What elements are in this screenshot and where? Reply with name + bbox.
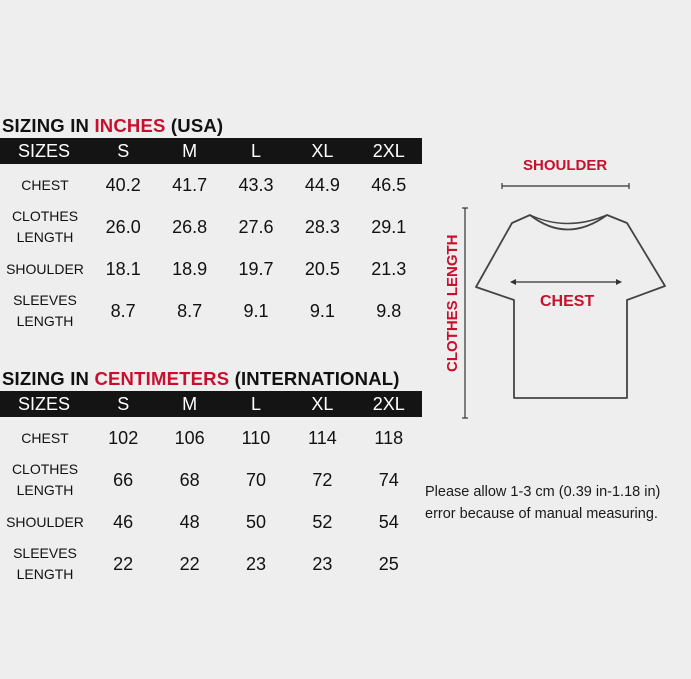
tshirt-collar-icon	[530, 215, 607, 224]
table-cell: 20.5	[304, 258, 340, 279]
centimeters-header-2xl: 2XL	[356, 391, 422, 417]
row-label-line: SLEEVES	[13, 292, 77, 308]
table-cell: 18.1	[105, 258, 141, 279]
centimeters-heading-suffix: (INTERNATIONAL)	[229, 368, 400, 389]
table-cell: 70	[245, 469, 266, 490]
centimeters-header-sizes: SIZES	[0, 391, 90, 417]
table-cell: 28.3	[304, 216, 340, 237]
table-cell: 9.1	[243, 300, 269, 321]
measuring-note-line1: Please allow 1-3 cm (0.39 in-1.18 in)	[425, 484, 661, 500]
table-cell: 50	[245, 511, 266, 532]
table-cell: 21.3	[371, 258, 407, 279]
table-cell: 106	[174, 427, 205, 448]
centimeters-heading-prefix: SIZING IN	[2, 368, 95, 389]
table-cell: 26.0	[105, 216, 141, 237]
table-cell: 23	[245, 553, 266, 574]
table-row	[0, 164, 422, 206]
inches-header-row	[0, 138, 422, 164]
table-cell: 118	[374, 427, 404, 448]
table-cell: 114	[308, 427, 337, 448]
row-label-line: CLOTHES	[11, 208, 79, 224]
table-cell: 22	[113, 553, 134, 574]
table-cell: 41.7	[172, 174, 208, 195]
table-cell: 66	[113, 469, 134, 490]
row-label-shoulder: SHOULDER	[6, 260, 84, 277]
table-cell: 43.3	[238, 174, 274, 195]
table-cell: 29.1	[371, 216, 407, 237]
row-label-line: LENGTH	[16, 482, 74, 498]
centimeters-header-xl: XL	[289, 391, 355, 417]
row-label-line: CLOTHES	[11, 461, 79, 477]
table-cell: 25	[378, 553, 399, 574]
table-cell: 19.7	[238, 258, 274, 279]
table-cell: 27.6	[238, 216, 274, 237]
table-cell: 40.2	[105, 174, 141, 195]
table-row	[0, 459, 422, 501]
table-row	[0, 290, 422, 332]
chest-arrow-left-icon	[510, 279, 516, 285]
table-cell: 72	[312, 469, 333, 490]
centimeters-heading-unit: CENTIMETERS	[94, 368, 230, 389]
row-label-sleeves-length	[0, 290, 90, 332]
centimeters-header-s: S	[90, 391, 156, 417]
table-cell: 102	[108, 427, 139, 448]
table-cell: 46	[113, 511, 134, 532]
table-row	[0, 248, 422, 290]
table-cell: 74	[378, 469, 399, 490]
inches-heading-suffix: (USA)	[165, 115, 224, 136]
table-cell: 22	[179, 553, 200, 574]
centimeters-size-table	[0, 391, 422, 585]
table-cell: 52	[312, 511, 333, 532]
inches-heading-unit: INCHES	[94, 115, 166, 136]
inches-heading	[2, 115, 223, 137]
table-cell: 48	[179, 511, 200, 532]
inches-header-xl: XL	[289, 138, 355, 164]
table-cell: 46.5	[371, 174, 407, 195]
inches-header-sizes: SIZES	[0, 138, 90, 164]
row-label-clothes-length	[0, 459, 90, 501]
table-cell: 44.9	[304, 174, 340, 195]
chest-arrow-right-icon	[616, 279, 622, 285]
chest-label: CHEST	[540, 293, 595, 310]
inches-size-table	[0, 138, 422, 332]
row-label-line: LENGTH	[16, 566, 74, 582]
table-cell: 23	[312, 553, 333, 574]
table-cell: 8.7	[177, 300, 203, 321]
measuring-note	[425, 481, 660, 525]
table-cell: 9.8	[376, 300, 402, 321]
row-label-chest: CHEST	[21, 176, 69, 193]
table-row	[0, 501, 422, 543]
table-row	[0, 206, 422, 248]
centimeters-header-row	[0, 391, 422, 417]
table-cell: 18.9	[172, 258, 208, 279]
table-cell: 68	[179, 469, 200, 490]
table-cell: 110	[241, 427, 271, 448]
table-cell: 26.8	[172, 216, 208, 237]
inches-header-s: S	[90, 138, 156, 164]
table-cell: 8.7	[110, 300, 136, 321]
row-label-clothes-length	[0, 206, 90, 248]
inches-heading-prefix: SIZING IN	[2, 115, 95, 136]
inches-header-2xl: 2XL	[356, 138, 422, 164]
table-cell: 9.1	[309, 300, 335, 321]
table-row	[0, 543, 422, 585]
centimeters-heading	[2, 368, 400, 390]
centimeters-header-m: M	[156, 391, 222, 417]
table-cell: 54	[378, 511, 399, 532]
measuring-note-line2: error because of manual measuring.	[425, 506, 658, 522]
shoulder-label: SHOULDER	[523, 157, 608, 174]
row-label-line: LENGTH	[16, 313, 74, 329]
row-label-shoulder: SHOULDER	[6, 513, 84, 530]
inches-header-l: L	[223, 138, 289, 164]
table-row	[0, 417, 422, 459]
clothes-length-label: CLOTHES LENGTH	[444, 234, 461, 372]
row-label-line: SLEEVES	[13, 545, 77, 561]
row-label-sleeves-length	[0, 543, 90, 585]
inches-header-m: M	[156, 138, 222, 164]
row-label-chest: CHEST	[21, 429, 69, 446]
centimeters-header-l: L	[223, 391, 289, 417]
row-label-line: LENGTH	[16, 229, 74, 245]
